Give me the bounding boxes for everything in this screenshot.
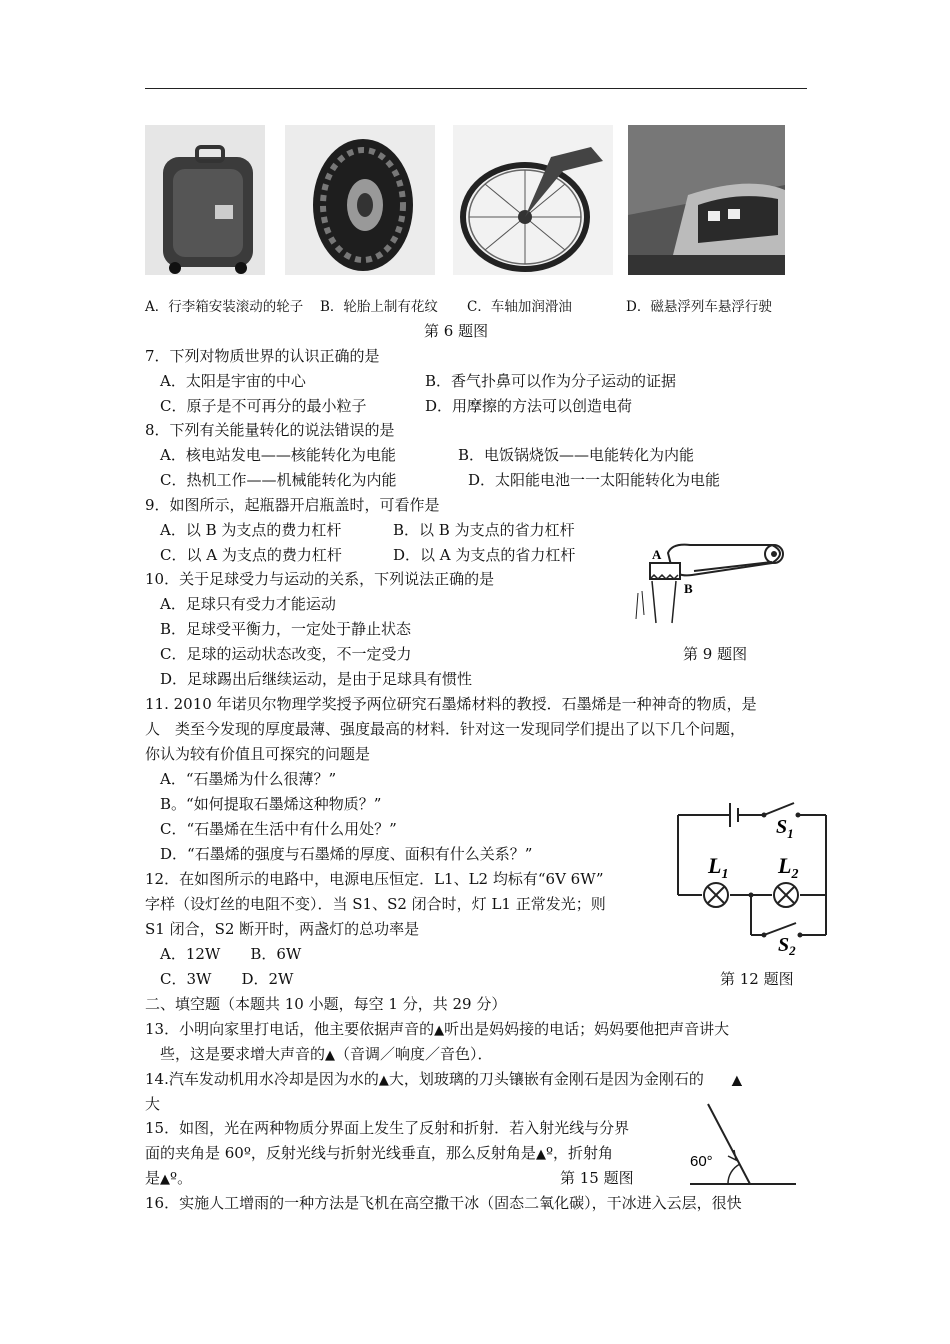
header-rule (145, 88, 807, 89)
q8-option-d: D．太阳能电池一一太阳能转化为电能 (468, 471, 721, 489)
circuit-diagram (672, 795, 832, 955)
q6-figure-label: 第 6 题图 (424, 322, 489, 340)
q13-text-1b: 听出是妈妈接的电话；妈妈要他把声音讲大 (444, 1020, 730, 1038)
q13-text-2a: 些，这是要求增大声音的 (145, 1045, 326, 1063)
q6-caption-d: D．磁悬浮列车悬浮行驶 (626, 299, 772, 315)
luggage-photo (145, 125, 265, 275)
answer-blank: ▲ (434, 1023, 445, 1038)
q10-option-d: D．足球踢出后继续运动，是由于足球具有惯性 (160, 670, 473, 688)
q9-option-b: B．以 B 为支点的省力杠杆 (393, 521, 575, 539)
q13-line-1 (145, 1018, 729, 1039)
q9-figure-label: 第 9 题图 (683, 645, 748, 663)
q15-text-2b: ，反射光线与折射光线垂直，那么反射角是 (250, 1144, 536, 1162)
q11-option-a: A．“石墨烯为什么很薄？” (160, 770, 337, 788)
tire-photo (285, 125, 435, 275)
q12-options-cd: C．3W D．2W (160, 970, 294, 988)
answer-blank: ▲ (535, 1147, 546, 1162)
q11-line-2: 人 类至今发现的厚度最薄、强度最高的材料．针对这一发现同学们提出了以下几个问题， (145, 720, 746, 738)
q10-option-c: C．足球的运动状态改变，不一定受力 (160, 645, 412, 663)
point-a-label: A (652, 547, 662, 562)
q7-stem: 7．下列对物质世界的认识正确的是 (145, 347, 380, 365)
q12-options-ab: A．12W B．6W (160, 945, 302, 963)
q15-line-3 (145, 1167, 192, 1188)
q12-line-2: 字样（设灯丝的电阻不变）．当 S1、S2 闭合时，灯 L1 正常发光；则 (145, 895, 606, 913)
q8-option-c: C．热机工作——机械能转化为内能 (160, 471, 397, 489)
q7-option-c: C．原子是不可再分的最小粒子 (160, 397, 367, 415)
q6-caption-c: C．车轴加润滑油 (467, 299, 572, 315)
q10-option-b: B．足球受平衡力，一定处于静止状态 (160, 620, 412, 638)
light-refraction-diagram (688, 1098, 798, 1190)
switch-s1-label: $S_1$ (776, 816, 794, 841)
q13-line-2 (145, 1043, 493, 1064)
q12-line-1: 12．在如图所示的电路中，电源电压恒定．L1、L2 均标有“6V 6W” (145, 870, 604, 888)
q9-option-c: C．以 A 为支点的费力杠杆 (160, 546, 342, 564)
answer-blank: ▲ (325, 1048, 336, 1063)
q6-caption-a: A．行李箱安装滚动的轮子 (145, 299, 304, 315)
q15-text-2a: 面的夹角是 60º (145, 1144, 251, 1162)
q11-option-c: C．“石墨烯在生活中有什么用处？” (160, 820, 397, 838)
q11-line-1: 11. 2010 年诺贝尔物理学奖授予两位研究石墨烯材料的教授．石墨烯是一种神奇的物质，是 (145, 695, 757, 713)
q14-text-1b: 大，划玻璃的刀头镶嵌有金刚石是因为金刚石的 (388, 1070, 704, 1088)
q7-option-b: B．香气扑鼻可以作为分子运动的证据 (425, 372, 677, 390)
section-2-heading: 二、填空题（本题共 10 小题，每空 1 分，共 29 分） (145, 995, 507, 1013)
lamp-l2-label: $L_2$ (778, 853, 799, 882)
bottle-opener-diagram (632, 535, 792, 625)
q8-option-b: B．电饭锅烧饭——电能转化为内能 (458, 446, 695, 464)
q12-figure-label: 第 12 题图 (720, 970, 794, 988)
q7-option-d: D．用摩擦的方法可以创造电荷 (425, 397, 633, 415)
q15-figure-label: 第 15 题图 (560, 1169, 634, 1187)
answer-blank: ▲ (731, 1073, 742, 1088)
q7-option-a: A．太阳是宇宙的中心 (160, 372, 306, 390)
answer-blank: ▲ (160, 1172, 171, 1187)
maglev-train-photo (628, 125, 785, 275)
bicycle-wheel-photo (453, 125, 613, 275)
answer-blank: ▲ (378, 1073, 389, 1088)
angle-label: 60° (690, 1153, 713, 1170)
q10-stem: 10．关于足球受力与运动的关系，下列说法正确的是 (145, 570, 495, 588)
q11-option-b: B。“如何提取石墨烯这种物质？” (160, 795, 382, 813)
q11-option-d: D．“石墨烯的强度与石墨烯的厚度、面积有什么关系？” (160, 845, 533, 863)
point-b-label: B (684, 581, 693, 596)
q14-line-2: 大 (145, 1095, 161, 1113)
q15-line-1: 15．如图，光在两种物质分界面上发生了反射和折射．若入射光线与分界 (145, 1119, 630, 1137)
q14-text-1a: 14.汽车发动机用水冷却是因为水的 (145, 1070, 379, 1088)
switch-s2-label: $S_2$ (778, 934, 796, 955)
q9-option-d: D．以 A 为支点的省力杠杆 (393, 546, 576, 564)
q15-text-3a: 是 (145, 1169, 161, 1187)
q14-line-1 (145, 1068, 742, 1089)
q15-text-2c: º，折射角 (545, 1144, 613, 1162)
q13-text-1a: 13．小明向家里打电话，他主要依据声音的 (145, 1020, 435, 1038)
q8-option-a: A．核电站发电——核能转化为电能 (160, 446, 396, 464)
q15-text-3b: º。 (170, 1169, 193, 1187)
q9-stem: 9．如图所示，起瓶器开启瓶盖时，可看作是 (145, 496, 440, 514)
lamp-l1-label: $L_1$ (708, 853, 729, 882)
q10-option-a: A．足球只有受力才能运动 (160, 595, 336, 613)
q15-line-2 (145, 1142, 613, 1163)
q8-stem: 8．下列有关能量转化的说法错误的是 (145, 421, 395, 439)
q9-option-a: A．以 B 为支点的费力杠杆 (160, 521, 342, 539)
q13-text-2b: （音调／响度／音色）． (335, 1045, 493, 1063)
q16-line-1: 16．实施人工增雨的一种方法是飞机在高空撒干冰（固态二氧化碳），干冰进入云层，很快 (145, 1194, 742, 1212)
q11-line-3: 你认为较有价值且可探究的问题是 (145, 745, 371, 763)
q12-line-3: S1 闭合，S2 断开时，两盏灯的总功率是 (145, 920, 420, 938)
q6-caption-b: B．轮胎上制有花纹 (320, 299, 438, 315)
